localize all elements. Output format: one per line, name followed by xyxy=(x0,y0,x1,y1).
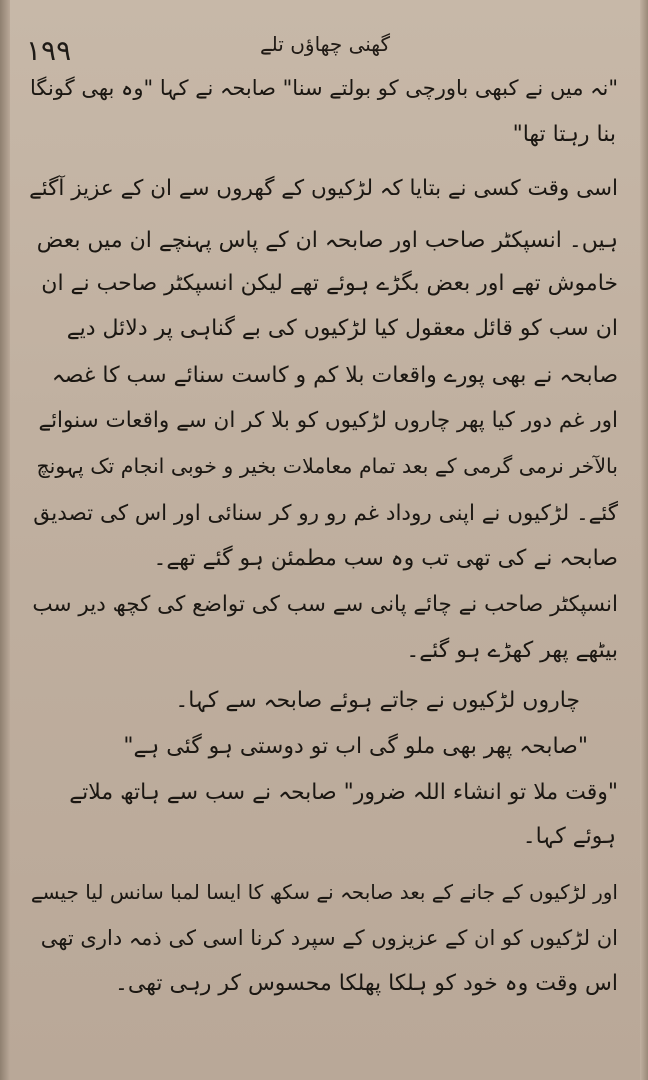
text-line: بنا رہتا تھا" xyxy=(512,122,616,147)
text-line: بالآخر نرمی گرمی کے بعد تمام معاملات بخیر و خوبی انجام تک پہونچ xyxy=(36,454,618,478)
running-head-title: گھنی چھاؤں تلے xyxy=(259,32,391,56)
text-line: "وقت ملا تو انشاء اللہ ضرور" صابحہ نے سب سے ہاتھ ملاتے xyxy=(69,780,618,805)
text-line: اور لڑکیوں کے جانے کے بعد صابحہ نے سکھ کا ایسا لمبا سانس لیا جیسے xyxy=(30,880,618,904)
text-line: بیٹھے پھر کھڑے ہو گئے۔ xyxy=(406,638,618,663)
text-line: اور غم دور کیا پھر چاروں لڑکیوں کو بلا کر ان سے واقعات سنوائے xyxy=(38,408,618,433)
page-edge-shadow-right xyxy=(640,0,648,1080)
text-line: اس وقت وہ خود کو ہلکا پھلکا محسوس کر رہی تھی۔ xyxy=(115,971,618,996)
text-line: اسی وقت کسی نے بتایا کہ لڑکیوں کے گھروں سے ان کے عزیز آگئے xyxy=(29,176,618,201)
text-line: گئے۔ لڑکیوں نے اپنی روداد غم رو رو کر سنائی اور اس کی تصدیق xyxy=(33,501,618,526)
text-line: صابحہ نے کی تھی تب وہ سب مطمئن ہو گئے تھے۔ xyxy=(153,546,618,571)
page-number: ۱۹۹ xyxy=(26,34,72,67)
text-line: صابحہ نے بھی پورے واقعات بلا کم و کاست سنائے سب کا غصہ xyxy=(51,363,618,388)
text-line: "صابحہ پھر بھی ملو گی اب تو دوستی ہو گئی ہے" xyxy=(123,734,588,759)
text-line: انسپکٹر صاحب نے چائے پانی سے سب کی تواضع کی کچھ دیر سب xyxy=(32,592,618,617)
text-line: ہیں۔ انسپکٹر صاحب اور صابحہ ان کے پاس پہنچے ان میں بعض xyxy=(36,228,618,253)
text-line: چاروں لڑکیوں نے جاتے ہوئے صابحہ سے کہا۔ xyxy=(175,688,580,713)
page-edge-shadow-left xyxy=(0,0,10,1080)
text-line: ان سب کو قائل معقول کیا لڑکیوں کی بے گناہی پر دلائل دیے xyxy=(66,316,618,341)
text-line: خاموش تھے اور بعض بگڑے ہوئے تھے لیکن انسپکٹر صاحب نے ان xyxy=(41,271,618,296)
text-line: "نہ میں نے کبھی باورچی کو بولتے سنا" صابحہ نے کہا "وہ بھی گونگا xyxy=(29,76,618,100)
text-line: ان لڑکیوں کو ان کے عزیزوں کے سپرد کرنا اسی کی ذمہ داری تھی xyxy=(40,926,618,950)
text-line: ہوئے کہا۔ xyxy=(522,824,616,849)
